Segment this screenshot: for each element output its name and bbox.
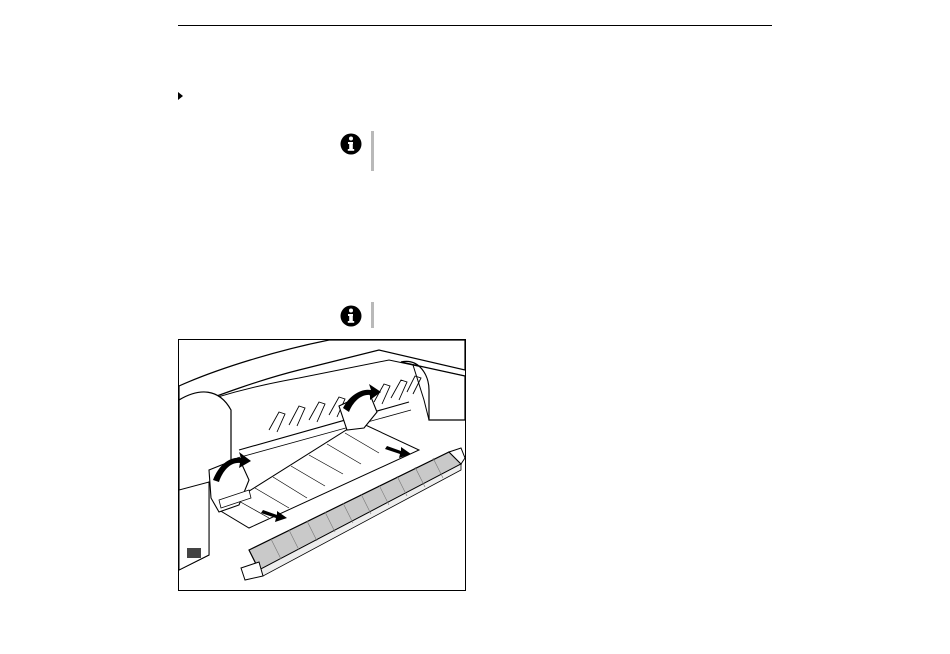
info-icon [340,133,362,155]
note-bar [371,131,374,171]
printer-right-side [401,361,465,420]
info-icon [340,305,362,327]
bullet-arrow-icon [178,92,183,100]
printer-tractor-figure [178,339,466,591]
left-connector [187,548,201,558]
header-rule [178,25,772,26]
printer-illustration [179,340,465,590]
guide-bar-left-tab [241,562,263,580]
paper-sheet [219,422,419,528]
note-bar [371,302,374,328]
